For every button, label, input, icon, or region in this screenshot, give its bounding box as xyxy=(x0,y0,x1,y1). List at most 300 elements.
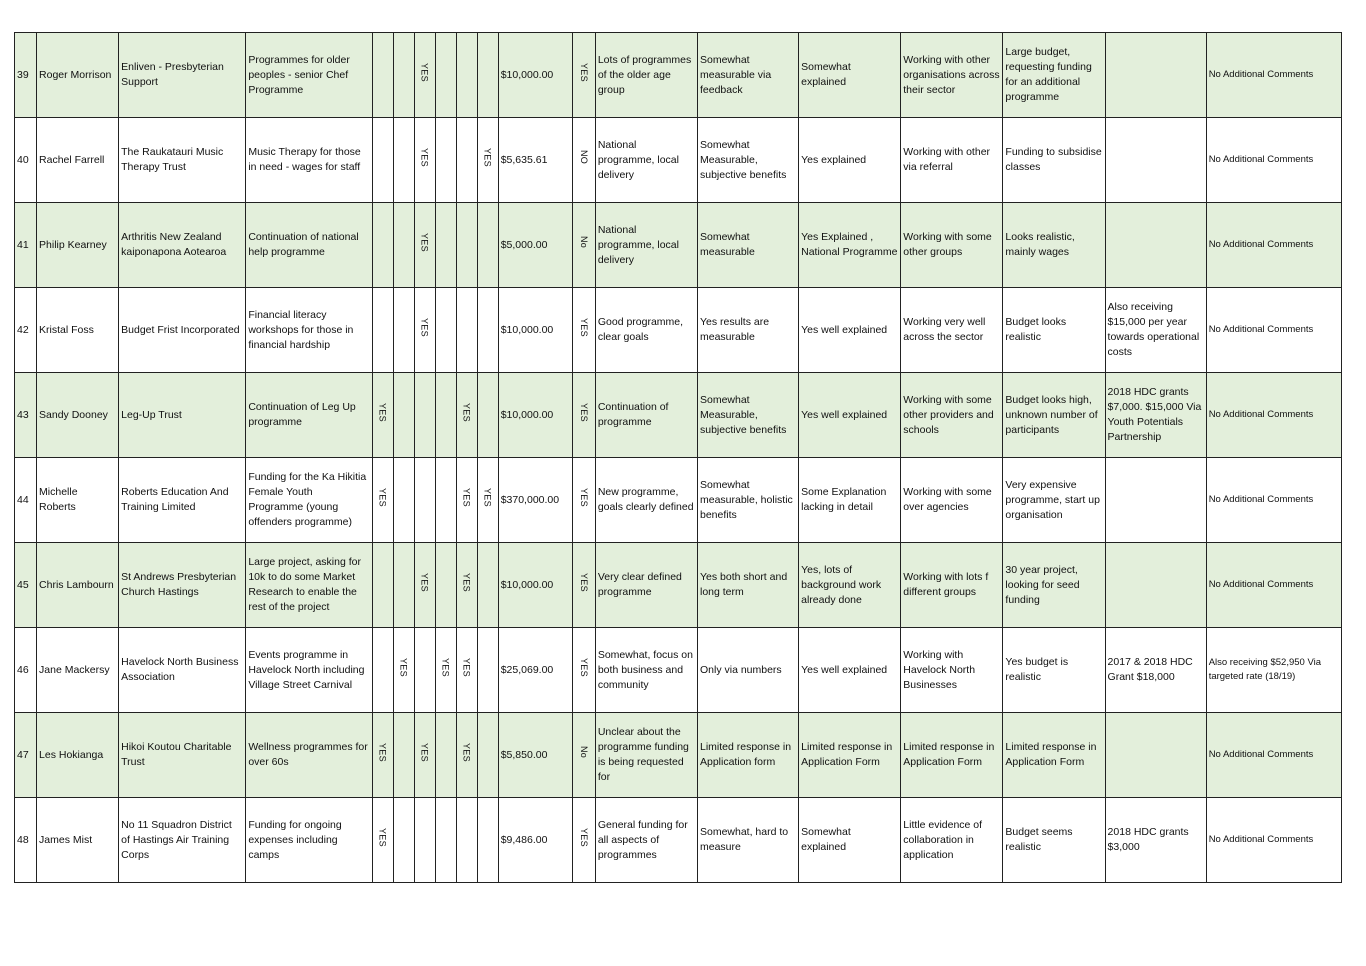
amount-requested-cell xyxy=(498,288,572,373)
clear-goals-assessment: National programme, local delivery xyxy=(597,223,679,266)
budget-assessment: Very expensive programme, start up organisation xyxy=(1005,478,1100,521)
criteria-4-cell xyxy=(435,543,456,628)
clear-goals-assessment-cell xyxy=(595,798,697,883)
row-number: 42 xyxy=(17,323,29,336)
criteria-6-cell xyxy=(477,798,498,883)
criteria-3-cell xyxy=(414,118,435,203)
row-number: 46 xyxy=(17,663,29,676)
eligibility: NO xyxy=(578,150,589,165)
clear-goals-assessment-cell xyxy=(595,628,697,713)
measurability-assessment: Somewhat Measurable, subjective benefits xyxy=(699,138,787,181)
budget-assessment-cell xyxy=(1003,203,1105,288)
collaboration-assessment-cell xyxy=(901,458,1003,543)
criteria-3-cell xyxy=(414,458,435,543)
eligibility-cell xyxy=(572,798,595,883)
collaboration-assessment: Working with some other groups xyxy=(903,231,992,258)
budget-assessment-cell xyxy=(1003,33,1105,118)
collaboration-assessment-cell xyxy=(901,713,1003,798)
criteria-5: YES xyxy=(461,658,472,677)
criteria-1: YES xyxy=(377,743,388,762)
budget-assessment: Limited response in Application Form xyxy=(1005,741,1097,768)
explanation-assessment-cell xyxy=(799,543,901,628)
budget-assessment-cell xyxy=(1003,373,1105,458)
measurability-assessment: Somewhat measurable via feedback xyxy=(699,53,772,96)
project-purpose-cell xyxy=(246,713,372,798)
collaboration-assessment-cell xyxy=(901,373,1003,458)
applicant-name: Les Hokiangа xyxy=(39,748,104,761)
clear-goals-assessment: Good programme, clear goals xyxy=(597,316,684,343)
collaboration-assessment: Working with lots f different groups xyxy=(903,571,989,598)
additional-comments-cell xyxy=(1206,373,1341,458)
explanation-assessment-cell xyxy=(799,33,901,118)
measurability-assessment-cell xyxy=(697,798,798,883)
criteria-6-cell xyxy=(477,33,498,118)
collaboration-assessment: Working with other via referral xyxy=(903,146,991,173)
clear-goals-assessment-cell xyxy=(595,33,697,118)
collaboration-assessment: Little evidence of collaboration in application xyxy=(903,818,983,861)
criteria-5-cell xyxy=(456,118,477,203)
criteria-5-cell xyxy=(456,713,477,798)
budget-assessment: Looks realistic, mainly wages xyxy=(1005,231,1075,258)
additional-comments-cell xyxy=(1206,203,1341,288)
project-purpose: Financial literacy workshops for those in financial hardship xyxy=(248,308,354,351)
amount-requested: $9,486.00 xyxy=(500,833,548,846)
criteria-5-cell xyxy=(456,798,477,883)
criteria-4-cell xyxy=(435,203,456,288)
criteria-1-cell xyxy=(372,458,393,543)
table-row xyxy=(15,373,1342,458)
row-number-cell xyxy=(15,628,37,713)
clear-goals-assessment-cell xyxy=(595,118,697,203)
explanation-assessment: Yes well explained xyxy=(801,408,888,421)
other-funding-cell xyxy=(1105,373,1206,458)
criteria-6-cell xyxy=(477,628,498,713)
clear-goals-assessment-cell xyxy=(595,373,697,458)
criteria-3-cell xyxy=(414,288,435,373)
clear-goals-assessment-cell xyxy=(595,713,697,798)
organisation-name: No 11 Squadron District of Hastings Air Training Corps xyxy=(121,818,232,861)
measurability-assessment-cell xyxy=(697,713,798,798)
organisation-name-cell xyxy=(119,543,246,628)
applicant-name-cell xyxy=(37,373,119,458)
applicant-name-cell xyxy=(37,288,119,373)
row-number: 41 xyxy=(17,238,29,251)
collaboration-assessment: Working with Havelock North Businesses xyxy=(903,648,976,691)
project-purpose-cell xyxy=(246,543,372,628)
criteria-2-cell xyxy=(393,458,414,543)
project-purpose: Funding for the Ka Hikitia Female Youth Programme (young offenders programme) xyxy=(248,471,367,528)
additional-comments: No Additional Comments xyxy=(1208,749,1314,760)
eligibility-cell xyxy=(572,203,595,288)
eligibility-cell xyxy=(572,33,595,118)
explanation-assessment: Yes Explained , National Programme xyxy=(801,231,898,258)
criteria-5: YES xyxy=(461,403,472,422)
collaboration-assessment: Working with other organisations across their sector xyxy=(903,53,1000,96)
criteria-4-cell xyxy=(435,458,456,543)
eligibility: No xyxy=(578,236,589,249)
amount-requested: $10,000.00 xyxy=(500,408,554,421)
criteria-2-cell xyxy=(393,373,414,458)
criteria-3: YES xyxy=(419,63,430,82)
clear-goals-assessment: Continuation of programme xyxy=(597,401,669,428)
amount-requested-cell xyxy=(498,628,572,713)
table-row xyxy=(15,543,1342,628)
explanation-assessment-cell xyxy=(799,798,901,883)
amount-requested: $10,000.00 xyxy=(500,68,554,81)
criteria-6-cell xyxy=(477,373,498,458)
budget-assessment-cell xyxy=(1003,118,1105,203)
criteria-5-cell xyxy=(456,288,477,373)
other-funding-cell xyxy=(1105,118,1206,203)
amount-requested: $5,635.61 xyxy=(500,153,548,166)
applicant-name: Michelle Roberts xyxy=(39,486,78,513)
budget-assessment: Budget looks high, unknown number of participants xyxy=(1005,393,1098,436)
measurability-assessment-cell xyxy=(697,543,798,628)
criteria-3-cell xyxy=(414,33,435,118)
row-number: 43 xyxy=(17,408,29,421)
explanation-assessment: Some Explanation lacking in detail xyxy=(801,486,887,513)
criteria-3-cell xyxy=(414,628,435,713)
eligibility-cell xyxy=(572,628,595,713)
other-funding-cell xyxy=(1105,713,1206,798)
criteria-2-cell xyxy=(393,713,414,798)
criteria-5: YES xyxy=(461,573,472,592)
other-funding: 2018 HDC grants $7,000. $15,000 Via Youth Potentials Partnership xyxy=(1107,386,1202,443)
applicant-name: Sandy Dooney xyxy=(39,408,108,421)
collaboration-assessment: Working with some over agencies xyxy=(903,486,992,513)
criteria-6-cell xyxy=(477,203,498,288)
row-number: 39 xyxy=(17,68,29,81)
clear-goals-assessment-cell xyxy=(595,543,697,628)
amount-requested-cell xyxy=(498,373,572,458)
collaboration-assessment-cell xyxy=(901,543,1003,628)
eligibility: YES xyxy=(578,828,589,847)
row-number-cell xyxy=(15,713,37,798)
criteria-6-cell xyxy=(477,288,498,373)
table-row xyxy=(15,713,1342,798)
criteria-3-cell xyxy=(414,543,435,628)
measurability-assessment-cell xyxy=(697,628,798,713)
row-number-cell xyxy=(15,118,37,203)
criteria-1-cell xyxy=(372,203,393,288)
row-number: 47 xyxy=(17,748,29,761)
additional-comments: Also receiving $52,950 Via targeted rate (18/19) xyxy=(1208,657,1322,682)
project-purpose-cell xyxy=(246,203,372,288)
project-purpose: Music Therapy for those in need - wages for staff xyxy=(248,146,361,173)
organisation-name: Budget Frist Incorporated xyxy=(121,323,240,336)
organisation-name: Enliven - Presbyterian Support xyxy=(121,61,224,88)
additional-comments-cell xyxy=(1206,118,1341,203)
budget-assessment-cell xyxy=(1003,543,1105,628)
project-purpose-cell xyxy=(246,33,372,118)
measurability-assessment: Yes both short and long term xyxy=(699,571,788,598)
amount-requested-cell xyxy=(498,33,572,118)
other-funding-cell xyxy=(1105,798,1206,883)
explanation-assessment-cell xyxy=(799,373,901,458)
additional-comments-cell xyxy=(1206,288,1341,373)
row-number: 44 xyxy=(17,493,29,506)
other-funding-cell xyxy=(1105,458,1206,543)
criteria-1-cell xyxy=(372,373,393,458)
criteria-1-cell xyxy=(372,713,393,798)
clear-goals-assessment: Lots of programmes of the older age group xyxy=(597,53,692,96)
criteria-4-cell xyxy=(435,118,456,203)
applicant-name-cell xyxy=(37,713,119,798)
criteria-6-cell xyxy=(477,118,498,203)
amount-requested: $5,850.00 xyxy=(500,748,548,761)
eligibility-cell xyxy=(572,288,595,373)
measurability-assessment-cell xyxy=(697,458,798,543)
additional-comments: No Additional Comments xyxy=(1208,494,1314,505)
budget-assessment: 30 year project, looking for seed funding xyxy=(1005,563,1080,606)
project-purpose-cell xyxy=(246,628,372,713)
measurability-assessment: Only via numbers xyxy=(699,663,782,676)
budget-assessment: Funding to subsidise classes xyxy=(1005,146,1102,173)
explanation-assessment-cell xyxy=(799,288,901,373)
collaboration-assessment: Working very well across the sector xyxy=(903,316,986,343)
budget-assessment: Budget seems realistic xyxy=(1005,826,1073,853)
collaboration-assessment: Working with some other providers and schools xyxy=(903,393,994,436)
eligibility-cell xyxy=(572,543,595,628)
table-row xyxy=(15,458,1342,543)
project-purpose: Programmes for older peoples - senior Chef Programme xyxy=(248,53,350,96)
eligibility: YES xyxy=(578,658,589,677)
project-purpose: Large project, asking for 10k to do some Market Research to enable the rest of the project xyxy=(248,556,361,613)
clear-goals-assessment: New programme, goals clearly defined xyxy=(597,486,694,513)
row-number-cell xyxy=(15,543,37,628)
amount-requested: $25,069.00 xyxy=(500,663,554,676)
other-funding: Also receiving $15,000 per year towards operational costs xyxy=(1107,301,1200,358)
criteria-1: YES xyxy=(377,403,388,422)
measurability-assessment: Somewhat Measurable, subjective benefits xyxy=(699,393,787,436)
criteria-1-cell xyxy=(372,288,393,373)
clear-goals-assessment: Very clear defined programme xyxy=(597,571,682,598)
criteria-3: YES xyxy=(419,318,430,337)
criteria-4-cell xyxy=(435,713,456,798)
criteria-5-cell xyxy=(456,628,477,713)
criteria-3-cell xyxy=(414,373,435,458)
applicant-name-cell xyxy=(37,798,119,883)
additional-comments: No Additional Comments xyxy=(1208,579,1314,590)
budget-assessment: Budget looks realistic xyxy=(1005,316,1067,343)
explanation-assessment: Somewhat explained xyxy=(801,826,851,853)
measurability-assessment-cell xyxy=(697,203,798,288)
organisation-name: Leg-Up Trust xyxy=(121,408,182,421)
clear-goals-assessment: Somewhat, focus on both business and community xyxy=(597,648,693,691)
collaboration-assessment-cell xyxy=(901,628,1003,713)
project-purpose-cell xyxy=(246,373,372,458)
criteria-2-cell xyxy=(393,33,414,118)
row-number: 48 xyxy=(17,833,29,846)
criteria-2-cell xyxy=(393,798,414,883)
organisation-name-cell xyxy=(119,628,246,713)
criteria-2-cell xyxy=(393,118,414,203)
applicant-name: Chris Lambourn xyxy=(39,578,114,591)
other-funding-cell xyxy=(1105,543,1206,628)
organisation-name: The Raukatauri Music Therapy Trust xyxy=(121,146,224,173)
criteria-5: YES xyxy=(461,488,472,507)
criteria-3: YES xyxy=(419,148,430,167)
organisation-name-cell xyxy=(119,798,246,883)
row-number-cell xyxy=(15,288,37,373)
budget-assessment-cell xyxy=(1003,458,1105,543)
table-row xyxy=(15,798,1342,883)
collaboration-assessment: Limited response in Application Form xyxy=(903,741,995,768)
organisation-name: Havelock North Business Association xyxy=(121,656,239,683)
criteria-1: YES xyxy=(377,828,388,847)
amount-requested-cell xyxy=(498,798,572,883)
clear-goals-assessment-cell xyxy=(595,458,697,543)
additional-comments: No Additional Comments xyxy=(1208,324,1314,335)
criteria-3: YES xyxy=(419,743,430,762)
criteria-1-cell xyxy=(372,543,393,628)
organisation-name-cell xyxy=(119,203,246,288)
applicant-name: Jane Mackersy xyxy=(39,663,110,676)
budget-assessment-cell xyxy=(1003,713,1105,798)
additional-comments-cell xyxy=(1206,713,1341,798)
organisation-name-cell xyxy=(119,373,246,458)
eligibility-cell xyxy=(572,713,595,798)
applicant-name: Philip Kearney xyxy=(39,238,107,251)
measurability-assessment: Somewhat measurable, holistic benefits xyxy=(699,478,793,521)
organisation-name-cell xyxy=(119,118,246,203)
explanation-assessment: Yes well explained xyxy=(801,663,888,676)
budget-assessment: Yes budget is realistic xyxy=(1005,656,1069,683)
criteria-6: YES xyxy=(482,148,493,167)
collaboration-assessment-cell xyxy=(901,118,1003,203)
collaboration-assessment-cell xyxy=(901,288,1003,373)
criteria-4-cell xyxy=(435,33,456,118)
eligibility: YES xyxy=(578,63,589,82)
additional-comments: No Additional Comments xyxy=(1208,239,1314,250)
eligibility: No xyxy=(578,746,589,759)
other-funding-cell xyxy=(1105,288,1206,373)
eligibility-cell xyxy=(572,458,595,543)
eligibility-cell xyxy=(572,118,595,203)
explanation-assessment-cell xyxy=(799,118,901,203)
row-number: 40 xyxy=(17,153,29,166)
explanation-assessment-cell xyxy=(799,203,901,288)
measurability-assessment: Limited response in Application form xyxy=(699,741,792,768)
additional-comments: No Additional Comments xyxy=(1208,409,1314,420)
criteria-6-cell xyxy=(477,543,498,628)
criteria-3-cell xyxy=(414,798,435,883)
amount-requested: $370,000.00 xyxy=(500,493,560,506)
criteria-2-cell xyxy=(393,288,414,373)
explanation-assessment-cell xyxy=(799,458,901,543)
amount-requested-cell xyxy=(498,543,572,628)
applicant-name: Rachel Farrell xyxy=(39,153,105,166)
criteria-2: YES xyxy=(398,658,409,677)
criteria-5-cell xyxy=(456,543,477,628)
project-purpose-cell xyxy=(246,798,372,883)
applicant-name: Kristal Foss xyxy=(39,323,94,336)
applicant-name-cell xyxy=(37,33,119,118)
criteria-4-cell xyxy=(435,288,456,373)
applicant-name-cell xyxy=(37,543,119,628)
budget-assessment-cell xyxy=(1003,288,1105,373)
eligibility: YES xyxy=(578,403,589,422)
clear-goals-assessment-cell xyxy=(595,288,697,373)
organisation-name-cell xyxy=(119,33,246,118)
criteria-5-cell xyxy=(456,458,477,543)
additional-comments-cell xyxy=(1206,458,1341,543)
project-purpose: Continuation of national help programme xyxy=(248,231,359,258)
measurability-assessment: Yes results are measurable xyxy=(699,316,770,343)
row-number-cell xyxy=(15,373,37,458)
amount-requested: $10,000.00 xyxy=(500,578,554,591)
organisation-name: Hikoi Koutou Charitable Trust xyxy=(121,741,232,768)
criteria-5-cell xyxy=(456,373,477,458)
other-funding: 2018 HDC grants $3,000 xyxy=(1107,826,1189,853)
criteria-4-cell xyxy=(435,798,456,883)
project-purpose: Continuation of Leg Up programme xyxy=(248,401,356,428)
eligibility: YES xyxy=(578,318,589,337)
explanation-assessment: Somewhat explained xyxy=(801,61,851,88)
explanation-assessment: Yes well explained xyxy=(801,323,888,336)
criteria-5-cell xyxy=(456,33,477,118)
additional-comments: No Additional Comments xyxy=(1208,154,1314,165)
collaboration-assessment-cell xyxy=(901,798,1003,883)
other-funding-cell xyxy=(1105,33,1206,118)
criteria-1-cell xyxy=(372,118,393,203)
applicant-name-cell xyxy=(37,458,119,543)
clear-goals-assessment: Unclear about the programme funding is being requested for xyxy=(597,726,689,783)
measurability-assessment: Somewhat measurable xyxy=(699,231,755,258)
criteria-1-cell xyxy=(372,628,393,713)
applicant-name-cell xyxy=(37,203,119,288)
additional-comments-cell xyxy=(1206,628,1341,713)
eligibility: YES xyxy=(578,488,589,507)
additional-comments-cell xyxy=(1206,33,1341,118)
table-row xyxy=(15,203,1342,288)
table-row xyxy=(15,288,1342,373)
clear-goals-assessment: General funding for all aspects of programmes xyxy=(597,818,688,861)
criteria-2-cell xyxy=(393,628,414,713)
amount-requested-cell xyxy=(498,118,572,203)
criteria-2-cell xyxy=(393,203,414,288)
explanation-assessment: Yes, lots of background work already done xyxy=(801,563,882,606)
project-purpose: Funding for ongoing expenses including camps xyxy=(248,818,342,861)
additional-comments-cell xyxy=(1206,543,1341,628)
collaboration-assessment-cell xyxy=(901,33,1003,118)
organisation-name: St Andrews Presbyterian Church Hastings xyxy=(121,571,237,598)
amount-requested-cell xyxy=(498,713,572,798)
organisation-name-cell xyxy=(119,288,246,373)
additional-comments: No Additional Comments xyxy=(1208,69,1314,80)
collaboration-assessment-cell xyxy=(901,203,1003,288)
project-purpose: Wellness programmes for over 60s xyxy=(248,741,368,768)
amount-requested-cell xyxy=(498,458,572,543)
criteria-5: YES xyxy=(461,743,472,762)
table-row xyxy=(15,628,1342,713)
other-funding-cell xyxy=(1105,628,1206,713)
criteria-6-cell xyxy=(477,458,498,543)
criteria-4: YES xyxy=(440,658,451,677)
measurability-assessment: Somewhat, hard to measure xyxy=(699,826,789,853)
row-number-cell xyxy=(15,458,37,543)
organisation-name-cell xyxy=(119,458,246,543)
project-purpose-cell xyxy=(246,118,372,203)
applicant-name-cell xyxy=(37,628,119,713)
criteria-1-cell xyxy=(372,33,393,118)
explanation-assessment: Yes explained xyxy=(801,153,867,166)
project-purpose: Events programme in Havelock North including Village Street Carnival xyxy=(248,648,365,691)
table-row xyxy=(15,33,1342,118)
measurability-assessment-cell xyxy=(697,118,798,203)
applicant-name-cell xyxy=(37,118,119,203)
measurability-assessment-cell xyxy=(697,373,798,458)
